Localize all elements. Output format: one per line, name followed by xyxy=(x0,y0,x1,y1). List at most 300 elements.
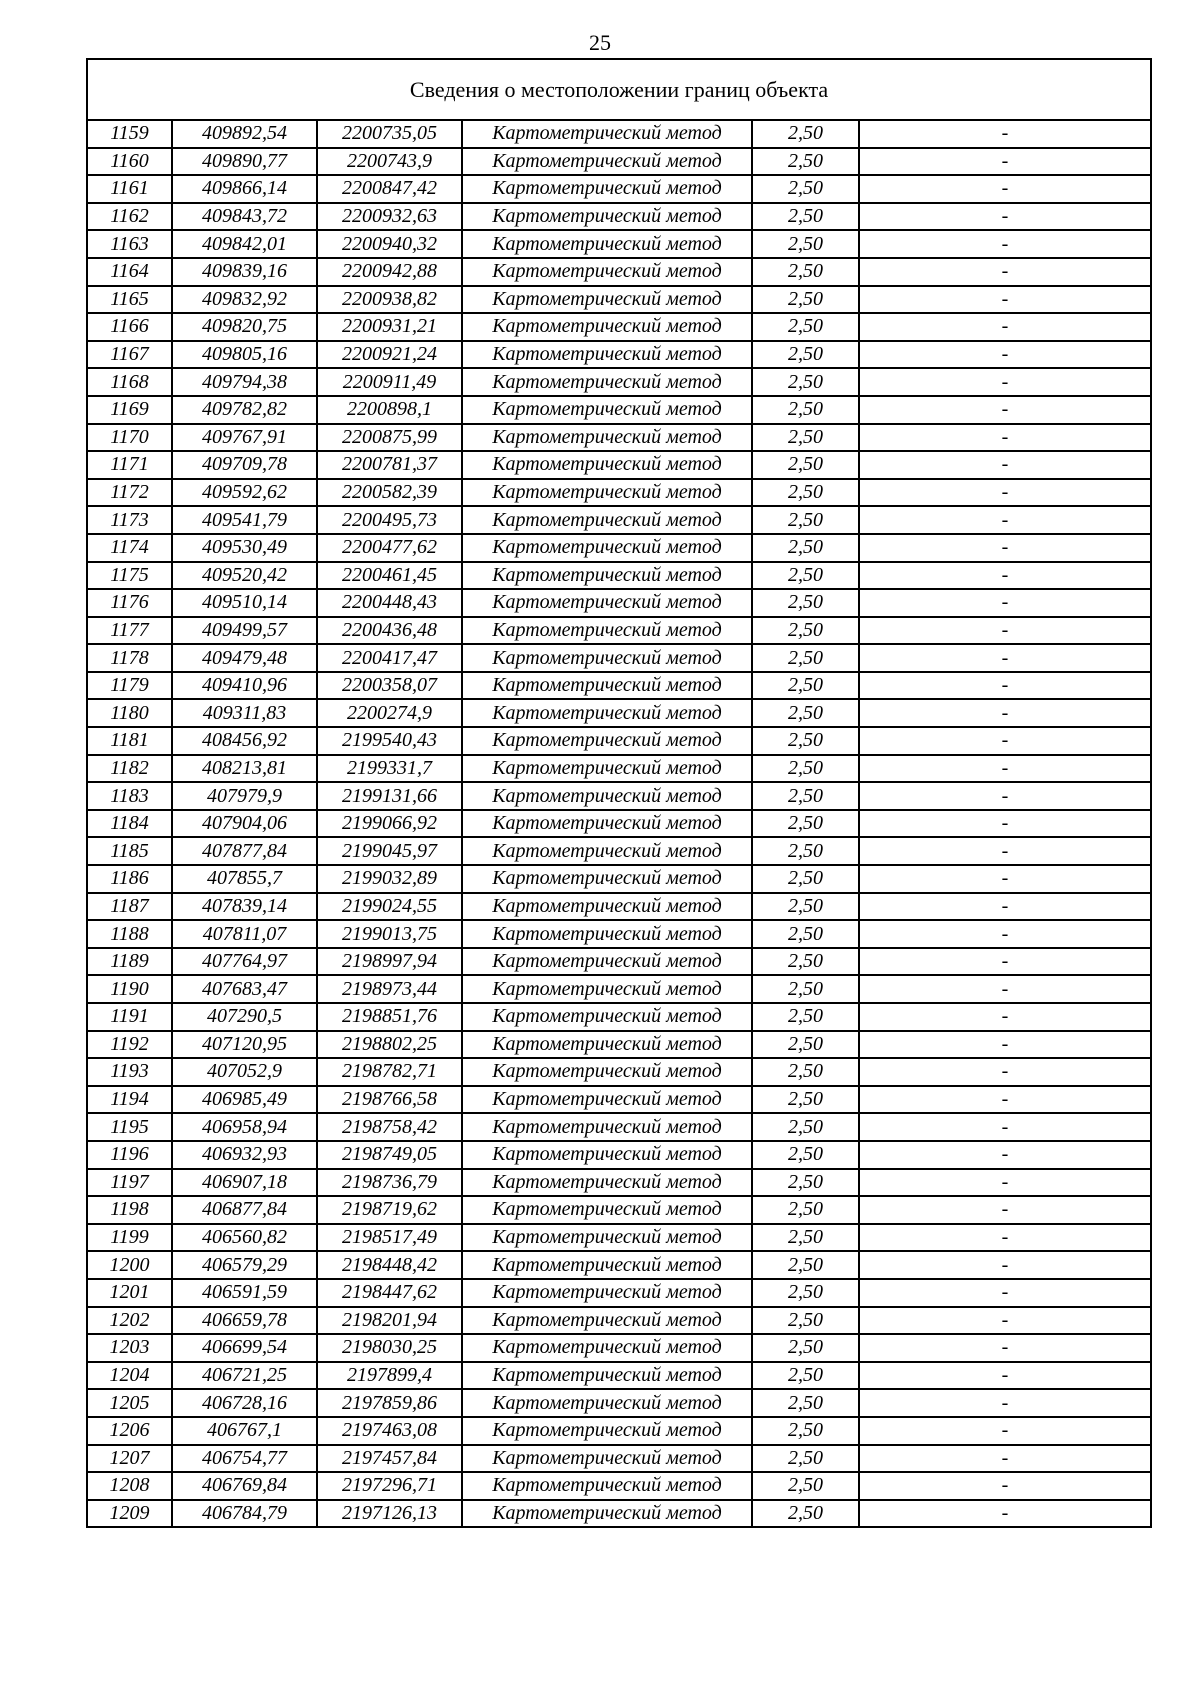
x-coordinate-cell: 409820,75 xyxy=(172,313,317,341)
y-coordinate-cell: 2198447,62 xyxy=(317,1279,462,1307)
accuracy-cell: 2,50 xyxy=(752,341,859,369)
method-cell: Картометрический метод xyxy=(462,975,752,1003)
page-number: 25 xyxy=(589,30,611,55)
method-cell: Картометрический метод xyxy=(462,1086,752,1114)
method-cell: Картометрический метод xyxy=(462,1417,752,1445)
accuracy-cell: 2,50 xyxy=(752,1196,859,1224)
method-cell: Картометрический метод xyxy=(462,617,752,645)
point-number-cell: 1196 xyxy=(87,1141,172,1169)
description-cell: - xyxy=(859,1113,1151,1141)
method-cell: Картометрический метод xyxy=(462,1389,752,1417)
point-number-cell: 1195 xyxy=(87,1113,172,1141)
table-row xyxy=(87,1113,1151,1141)
point-number-cell: 1186 xyxy=(87,865,172,893)
description-cell: - xyxy=(859,1417,1151,1445)
point-number-cell: 1162 xyxy=(87,203,172,231)
x-coordinate-cell: 408213,81 xyxy=(172,755,317,783)
point-number-cell: 1209 xyxy=(87,1500,172,1528)
method-cell: Картометрический метод xyxy=(462,286,752,314)
method-cell: Картометрический метод xyxy=(462,175,752,203)
description-cell: - xyxy=(859,782,1151,810)
y-coordinate-cell: 2197126,13 xyxy=(317,1500,462,1528)
method-cell: Картометрический метод xyxy=(462,506,752,534)
point-number-cell: 1164 xyxy=(87,258,172,286)
table-row xyxy=(87,782,1151,810)
description-cell: - xyxy=(859,534,1151,562)
method-cell: Картометрический метод xyxy=(462,1472,752,1500)
point-number-cell: 1203 xyxy=(87,1334,172,1362)
description-cell: - xyxy=(859,1086,1151,1114)
method-cell: Картометрический метод xyxy=(462,893,752,921)
description-cell: - xyxy=(859,1500,1151,1528)
y-coordinate-cell: 2200911,49 xyxy=(317,368,462,396)
method-cell: Картометрический метод xyxy=(462,782,752,810)
y-coordinate-cell: 2197296,71 xyxy=(317,1472,462,1500)
accuracy-cell: 2,50 xyxy=(752,1362,859,1390)
x-coordinate-cell: 409866,14 xyxy=(172,175,317,203)
accuracy-cell: 2,50 xyxy=(752,1141,859,1169)
method-cell: Картометрический метод xyxy=(462,258,752,286)
description-cell: - xyxy=(859,1251,1151,1279)
point-number-cell: 1201 xyxy=(87,1279,172,1307)
method-cell: Картометрический метод xyxy=(462,1224,752,1252)
x-coordinate-cell: 409890,77 xyxy=(172,148,317,176)
table-row xyxy=(87,1389,1151,1417)
description-cell: - xyxy=(859,810,1151,838)
y-coordinate-cell: 2199045,97 xyxy=(317,837,462,865)
x-coordinate-cell: 409892,54 xyxy=(172,120,317,148)
accuracy-cell: 2,50 xyxy=(752,175,859,203)
point-number-cell: 1208 xyxy=(87,1472,172,1500)
accuracy-cell: 2,50 xyxy=(752,727,859,755)
accuracy-cell: 2,50 xyxy=(752,782,859,810)
x-coordinate-cell: 406877,84 xyxy=(172,1196,317,1224)
table-row xyxy=(87,424,1151,452)
x-coordinate-cell: 407120,95 xyxy=(172,1031,317,1059)
method-cell: Картометрический метод xyxy=(462,672,752,700)
y-coordinate-cell: 2198973,44 xyxy=(317,975,462,1003)
point-number-cell: 1200 xyxy=(87,1251,172,1279)
table-row xyxy=(87,1141,1151,1169)
x-coordinate-cell: 406579,29 xyxy=(172,1251,317,1279)
y-coordinate-cell: 2200875,99 xyxy=(317,424,462,452)
boundary-coordinates-table xyxy=(86,58,1152,1528)
y-coordinate-cell: 2200448,43 xyxy=(317,589,462,617)
description-cell: - xyxy=(859,1279,1151,1307)
x-coordinate-cell: 408456,92 xyxy=(172,727,317,755)
x-coordinate-cell: 407979,9 xyxy=(172,782,317,810)
table-row xyxy=(87,506,1151,534)
x-coordinate-cell: 409541,79 xyxy=(172,506,317,534)
description-cell: - xyxy=(859,644,1151,672)
y-coordinate-cell: 2200495,73 xyxy=(317,506,462,534)
y-coordinate-cell: 2200942,88 xyxy=(317,258,462,286)
point-number-cell: 1182 xyxy=(87,755,172,783)
table-row xyxy=(87,479,1151,507)
description-cell: - xyxy=(859,1224,1151,1252)
point-number-cell: 1178 xyxy=(87,644,172,672)
accuracy-cell: 2,50 xyxy=(752,479,859,507)
x-coordinate-cell: 406769,84 xyxy=(172,1472,317,1500)
accuracy-cell: 2,50 xyxy=(752,1251,859,1279)
point-number-cell: 1197 xyxy=(87,1169,172,1197)
x-coordinate-cell: 409410,96 xyxy=(172,672,317,700)
x-coordinate-cell: 406754,77 xyxy=(172,1445,317,1473)
point-number-cell: 1206 xyxy=(87,1417,172,1445)
accuracy-cell: 2,50 xyxy=(752,699,859,727)
x-coordinate-cell: 406591,59 xyxy=(172,1279,317,1307)
method-cell: Картометрический метод xyxy=(462,589,752,617)
accuracy-cell: 2,50 xyxy=(752,1003,859,1031)
y-coordinate-cell: 2198201,94 xyxy=(317,1307,462,1335)
y-coordinate-cell: 2199032,89 xyxy=(317,865,462,893)
x-coordinate-cell: 406958,94 xyxy=(172,1113,317,1141)
x-coordinate-cell: 409311,83 xyxy=(172,699,317,727)
x-coordinate-cell: 409499,57 xyxy=(172,617,317,645)
description-cell: - xyxy=(859,230,1151,258)
y-coordinate-cell: 2200940,32 xyxy=(317,230,462,258)
x-coordinate-cell: 407764,97 xyxy=(172,948,317,976)
description-cell: - xyxy=(859,1058,1151,1086)
accuracy-cell: 2,50 xyxy=(752,506,859,534)
table-row xyxy=(87,975,1151,1003)
accuracy-cell: 2,50 xyxy=(752,1472,859,1500)
table-row xyxy=(87,1334,1151,1362)
x-coordinate-cell: 406784,79 xyxy=(172,1500,317,1528)
method-cell: Картометрический метод xyxy=(462,644,752,672)
x-coordinate-cell: 407683,47 xyxy=(172,975,317,1003)
y-coordinate-cell: 2200358,07 xyxy=(317,672,462,700)
accuracy-cell: 2,50 xyxy=(752,1113,859,1141)
y-coordinate-cell: 2198766,58 xyxy=(317,1086,462,1114)
y-coordinate-cell: 2200417,47 xyxy=(317,644,462,672)
method-cell: Картометрический метод xyxy=(462,396,752,424)
method-cell: Картометрический метод xyxy=(462,203,752,231)
description-cell: - xyxy=(859,617,1151,645)
description-cell: - xyxy=(859,1031,1151,1059)
description-cell: - xyxy=(859,755,1151,783)
x-coordinate-cell: 407052,9 xyxy=(172,1058,317,1086)
point-number-cell: 1202 xyxy=(87,1307,172,1335)
description-cell: - xyxy=(859,424,1151,452)
x-coordinate-cell: 409794,38 xyxy=(172,368,317,396)
table-row xyxy=(87,1031,1151,1059)
x-coordinate-cell: 407904,06 xyxy=(172,810,317,838)
method-cell: Картометрический метод xyxy=(462,1169,752,1197)
point-number-cell: 1177 xyxy=(87,617,172,645)
table-row xyxy=(87,203,1151,231)
x-coordinate-cell: 406907,18 xyxy=(172,1169,317,1197)
table-row xyxy=(87,1003,1151,1031)
point-number-cell: 1188 xyxy=(87,920,172,948)
table-row xyxy=(87,1417,1151,1445)
point-number-cell: 1187 xyxy=(87,893,172,921)
point-number-cell: 1165 xyxy=(87,286,172,314)
y-coordinate-cell: 2198736,79 xyxy=(317,1169,462,1197)
x-coordinate-cell: 409479,48 xyxy=(172,644,317,672)
x-coordinate-cell: 409709,78 xyxy=(172,451,317,479)
table-row xyxy=(87,396,1151,424)
description-cell: - xyxy=(859,672,1151,700)
description-cell: - xyxy=(859,1307,1151,1335)
table-row xyxy=(87,589,1151,617)
table-row xyxy=(87,1472,1151,1500)
description-cell: - xyxy=(859,865,1151,893)
point-number-cell: 1192 xyxy=(87,1031,172,1059)
point-number-cell: 1168 xyxy=(87,368,172,396)
accuracy-cell: 2,50 xyxy=(752,203,859,231)
point-number-cell: 1160 xyxy=(87,148,172,176)
x-coordinate-cell: 407877,84 xyxy=(172,837,317,865)
method-cell: Картометрический метод xyxy=(462,1279,752,1307)
table-row xyxy=(87,1086,1151,1114)
point-number-cell: 1163 xyxy=(87,230,172,258)
table-row xyxy=(87,368,1151,396)
point-number-cell: 1173 xyxy=(87,506,172,534)
table-row xyxy=(87,920,1151,948)
method-cell: Картометрический метод xyxy=(462,948,752,976)
method-cell: Картометрический метод xyxy=(462,1500,752,1528)
y-coordinate-cell: 2199131,66 xyxy=(317,782,462,810)
description-cell: - xyxy=(859,1389,1151,1417)
x-coordinate-cell: 406560,82 xyxy=(172,1224,317,1252)
y-coordinate-cell: 2198802,25 xyxy=(317,1031,462,1059)
accuracy-cell: 2,50 xyxy=(752,1031,859,1059)
accuracy-cell: 2,50 xyxy=(752,1224,859,1252)
point-number-cell: 1199 xyxy=(87,1224,172,1252)
description-cell: - xyxy=(859,203,1151,231)
y-coordinate-cell: 2200735,05 xyxy=(317,120,462,148)
point-number-cell: 1190 xyxy=(87,975,172,1003)
y-coordinate-cell: 2198448,42 xyxy=(317,1251,462,1279)
method-cell: Картометрический метод xyxy=(462,810,752,838)
x-coordinate-cell: 407855,7 xyxy=(172,865,317,893)
table-row xyxy=(87,699,1151,727)
method-cell: Картометрический метод xyxy=(462,1307,752,1335)
y-coordinate-cell: 2198997,94 xyxy=(317,948,462,976)
accuracy-cell: 2,50 xyxy=(752,975,859,1003)
method-cell: Картометрический метод xyxy=(462,920,752,948)
x-coordinate-cell: 406699,54 xyxy=(172,1334,317,1362)
accuracy-cell: 2,50 xyxy=(752,1334,859,1362)
description-cell: - xyxy=(859,313,1151,341)
method-cell: Картометрический метод xyxy=(462,120,752,148)
table-row xyxy=(87,617,1151,645)
table-row xyxy=(87,810,1151,838)
accuracy-cell: 2,50 xyxy=(752,562,859,590)
accuracy-cell: 2,50 xyxy=(752,1389,859,1417)
method-cell: Картометрический метод xyxy=(462,424,752,452)
method-cell: Картометрический метод xyxy=(462,341,752,369)
point-number-cell: 1181 xyxy=(87,727,172,755)
y-coordinate-cell: 2200931,21 xyxy=(317,313,462,341)
x-coordinate-cell: 407839,14 xyxy=(172,893,317,921)
description-cell: - xyxy=(859,1334,1151,1362)
accuracy-cell: 2,50 xyxy=(752,672,859,700)
y-coordinate-cell: 2200461,45 xyxy=(317,562,462,590)
accuracy-cell: 2,50 xyxy=(752,1445,859,1473)
method-cell: Картометрический метод xyxy=(462,865,752,893)
point-number-cell: 1194 xyxy=(87,1086,172,1114)
accuracy-cell: 2,50 xyxy=(752,1086,859,1114)
table-row xyxy=(87,1224,1151,1252)
point-number-cell: 1198 xyxy=(87,1196,172,1224)
y-coordinate-cell: 2199024,55 xyxy=(317,893,462,921)
table-title: Сведения о местоположении границ объекта xyxy=(87,59,1151,120)
table-row xyxy=(87,755,1151,783)
method-cell: Картометрический метод xyxy=(462,534,752,562)
point-number-cell: 1172 xyxy=(87,479,172,507)
y-coordinate-cell: 2197899,4 xyxy=(317,1362,462,1390)
y-coordinate-cell: 2197463,08 xyxy=(317,1417,462,1445)
description-cell: - xyxy=(859,148,1151,176)
description-cell: - xyxy=(859,506,1151,534)
y-coordinate-cell: 2200932,63 xyxy=(317,203,462,231)
point-number-cell: 1169 xyxy=(87,396,172,424)
accuracy-cell: 2,50 xyxy=(752,1279,859,1307)
x-coordinate-cell: 406728,16 xyxy=(172,1389,317,1417)
method-cell: Картометрический метод xyxy=(462,451,752,479)
point-number-cell: 1193 xyxy=(87,1058,172,1086)
method-cell: Картометрический метод xyxy=(462,1058,752,1086)
x-coordinate-cell: 409510,14 xyxy=(172,589,317,617)
description-cell: - xyxy=(859,451,1151,479)
table-row xyxy=(87,1307,1151,1335)
point-number-cell: 1170 xyxy=(87,424,172,452)
method-cell: Картометрический метод xyxy=(462,230,752,258)
y-coordinate-cell: 2198030,25 xyxy=(317,1334,462,1362)
y-coordinate-cell: 2200938,82 xyxy=(317,286,462,314)
description-cell: - xyxy=(859,562,1151,590)
table-row xyxy=(87,1196,1151,1224)
accuracy-cell: 2,50 xyxy=(752,258,859,286)
y-coordinate-cell: 2200921,24 xyxy=(317,341,462,369)
table-row xyxy=(87,672,1151,700)
x-coordinate-cell: 409592,62 xyxy=(172,479,317,507)
table-row xyxy=(87,865,1151,893)
x-coordinate-cell: 409767,91 xyxy=(172,424,317,452)
point-number-cell: 1180 xyxy=(87,699,172,727)
description-cell: - xyxy=(859,396,1151,424)
table-row xyxy=(87,727,1151,755)
description-cell: - xyxy=(859,120,1151,148)
accuracy-cell: 2,50 xyxy=(752,534,859,562)
table-row xyxy=(87,1500,1151,1528)
description-cell: - xyxy=(859,589,1151,617)
description-cell: - xyxy=(859,175,1151,203)
accuracy-cell: 2,50 xyxy=(752,589,859,617)
method-cell: Картометрический метод xyxy=(462,368,752,396)
accuracy-cell: 2,50 xyxy=(752,368,859,396)
table-row xyxy=(87,230,1151,258)
description-cell: - xyxy=(859,1169,1151,1197)
table-row xyxy=(87,1279,1151,1307)
description-cell: - xyxy=(859,1362,1151,1390)
accuracy-cell: 2,50 xyxy=(752,286,859,314)
method-cell: Картометрический метод xyxy=(462,562,752,590)
method-cell: Картометрический метод xyxy=(462,1445,752,1473)
description-cell: - xyxy=(859,341,1151,369)
table-row xyxy=(87,1362,1151,1390)
table-row xyxy=(87,175,1151,203)
table-title-row xyxy=(87,59,1151,120)
x-coordinate-cell: 409843,72 xyxy=(172,203,317,231)
table-row xyxy=(87,120,1151,148)
description-cell: - xyxy=(859,479,1151,507)
table-row xyxy=(87,837,1151,865)
accuracy-cell: 2,50 xyxy=(752,617,859,645)
x-coordinate-cell: 409805,16 xyxy=(172,341,317,369)
accuracy-cell: 2,50 xyxy=(752,230,859,258)
method-cell: Картометрический метод xyxy=(462,727,752,755)
description-cell: - xyxy=(859,837,1151,865)
method-cell: Картометрический метод xyxy=(462,1362,752,1390)
description-cell: - xyxy=(859,893,1151,921)
method-cell: Картометрический метод xyxy=(462,1113,752,1141)
y-coordinate-cell: 2200898,1 xyxy=(317,396,462,424)
point-number-cell: 1183 xyxy=(87,782,172,810)
y-coordinate-cell: 2198851,76 xyxy=(317,1003,462,1031)
method-cell: Картометрический метод xyxy=(462,699,752,727)
accuracy-cell: 2,50 xyxy=(752,424,859,452)
description-cell: - xyxy=(859,920,1151,948)
x-coordinate-cell: 409520,42 xyxy=(172,562,317,590)
method-cell: Картометрический метод xyxy=(462,1141,752,1169)
point-number-cell: 1159 xyxy=(87,120,172,148)
y-coordinate-cell: 2197859,86 xyxy=(317,1389,462,1417)
y-coordinate-cell: 2197457,84 xyxy=(317,1445,462,1473)
accuracy-cell: 2,50 xyxy=(752,920,859,948)
table-row xyxy=(87,341,1151,369)
method-cell: Картометрический метод xyxy=(462,1031,752,1059)
table-row xyxy=(87,1058,1151,1086)
accuracy-cell: 2,50 xyxy=(752,837,859,865)
table-row xyxy=(87,644,1151,672)
x-coordinate-cell: 407811,07 xyxy=(172,920,317,948)
description-cell: - xyxy=(859,1003,1151,1031)
point-number-cell: 1161 xyxy=(87,175,172,203)
accuracy-cell: 2,50 xyxy=(752,810,859,838)
y-coordinate-cell: 2198719,62 xyxy=(317,1196,462,1224)
table-row xyxy=(87,1169,1151,1197)
x-coordinate-cell: 406659,78 xyxy=(172,1307,317,1335)
y-coordinate-cell: 2198517,49 xyxy=(317,1224,462,1252)
accuracy-cell: 2,50 xyxy=(752,120,859,148)
table-row xyxy=(87,948,1151,976)
x-coordinate-cell: 406721,25 xyxy=(172,1362,317,1390)
y-coordinate-cell: 2200847,42 xyxy=(317,175,462,203)
x-coordinate-cell: 406985,49 xyxy=(172,1086,317,1114)
y-coordinate-cell: 2199013,75 xyxy=(317,920,462,948)
method-cell: Картометрический метод xyxy=(462,1334,752,1362)
accuracy-cell: 2,50 xyxy=(752,1169,859,1197)
accuracy-cell: 2,50 xyxy=(752,1500,859,1528)
y-coordinate-cell: 2198782,71 xyxy=(317,1058,462,1086)
y-coordinate-cell: 2200582,39 xyxy=(317,479,462,507)
description-cell: - xyxy=(859,258,1151,286)
accuracy-cell: 2,50 xyxy=(752,396,859,424)
method-cell: Картометрический метод xyxy=(462,148,752,176)
accuracy-cell: 2,50 xyxy=(752,1417,859,1445)
description-cell: - xyxy=(859,1196,1151,1224)
x-coordinate-cell: 406767,1 xyxy=(172,1417,317,1445)
accuracy-cell: 2,50 xyxy=(752,948,859,976)
y-coordinate-cell: 2200436,48 xyxy=(317,617,462,645)
point-number-cell: 1189 xyxy=(87,948,172,976)
y-coordinate-cell: 2198758,42 xyxy=(317,1113,462,1141)
accuracy-cell: 2,50 xyxy=(752,1058,859,1086)
point-number-cell: 1179 xyxy=(87,672,172,700)
